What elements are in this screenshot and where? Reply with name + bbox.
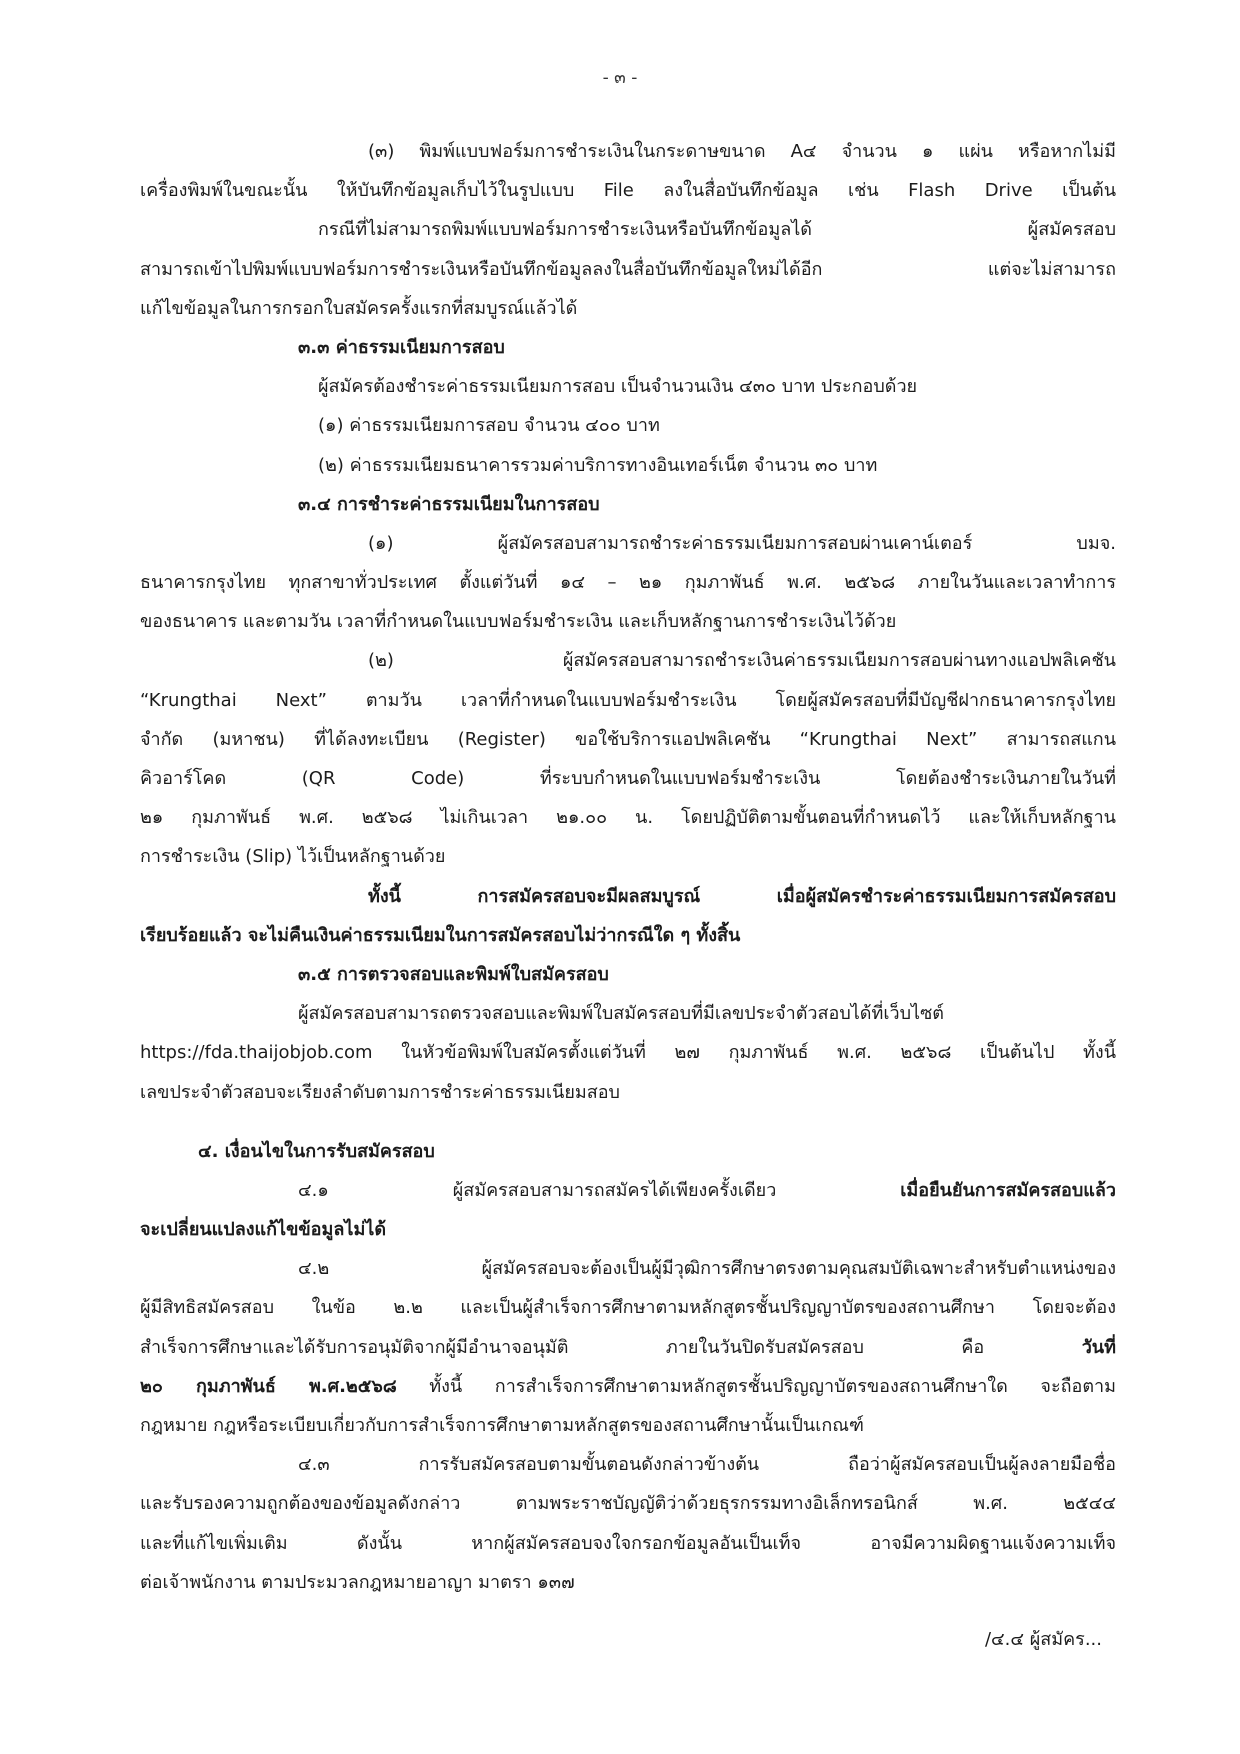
paragraph-line [140,1171,1116,1210]
paragraph-line [140,1367,1116,1406]
paragraph-line: ทั้งนี้ การสมัครสอบจะมีผลสมบูรณ์ เมื่อผู้สมัครชำระค่าธรรมเนียมการสมัครสอบ [368,885,1116,907]
paragraph-line: “Krungthai Next” ตามวัน เวลาที่กำหนดในแบบฟอร์มชำระเงิน โดยผู้สมัครสอบที่มีบัญชีฝากธนาคารกรุงไทย [140,689,1116,711]
paragraph-line: (๑) ผู้สมัครสอบสามารถชำระค่าธรรมเนียมการสอบผ่านเคาน์เตอร์ บมจ. [368,532,1116,554]
clause-emphasis: เมื่อยืนยันการสมัครสอบแล้ว [900,1179,1116,1201]
paragraph-line: ของธนาคาร และตามวัน เวลาที่กำหนดในแบบฟอร์มชำระเงิน และเก็บหลักฐานการชำระเงินไว้ด้วย [140,611,897,633]
section-heading: ๓.๓ ค่าธรรมเนียมการสอบ [298,336,505,358]
paragraph-line: ผู้มีสิทธิสมัครสอบ ในข้อ ๒.๒ และเป็นผู้สำเร็จการศึกษาตามหลักสูตรชั้นปริญญาบัตรของสถานศึกษา โดยจะต้อง [140,1297,1116,1319]
continuation-note: /๔.๔ ผู้สมัคร... [984,1629,1102,1650]
paragraph-line: แก้ไขข้อมูลในการกรอกใบสมัครครั้งแรกที่สมบูรณ์แล้วได้ [140,297,578,319]
paragraph-line: คิวอาร์โคด (QR Code) ที่ระบบกำหนดในแบบฟอร์มชำระเงิน โดยต้องชำระเงินภายในวันที่ [140,768,1116,789]
paragraph-line: เลขประจำตัวสอบจะเรียงลำดับตามการชำระค่าธรรมเนียมสอบ [140,1081,620,1103]
section-heading: ๔. เงื่อนไขในการรับสมัครสอบ [198,1140,435,1162]
paragraph-line [140,1328,1116,1367]
paragraph-line: ผู้สมัครสอบสามารถตรวจสอบและพิมพ์ใบสมัครสอบที่มีเลขประจำตัวสอบได้ที่เว็บไซต์ [298,1003,944,1025]
paragraph-line: ธนาคารกรุงไทย ทุกสาขาทั่วประเทศ ตั้งแต่วันที่ ๑๔ – ๒๑ กุมภาพันธ์ พ.ศ. ๒๕๖๘ ภายในวันและเวลาทำการ [140,572,1116,594]
paragraph-line: เรียบร้อยแล้ว จะไม่คืนเงินค่าธรรมเนียมในการสมัครสอบไม่ว่ากรณีใด ๆ ทั้งสิ้น [140,924,741,946]
paragraph-line: (๓) พิมพ์แบบฟอร์มการชำระเงินในกระดาษขนาด A๔ จำนวน ๑ แผ่น หรือหากไม่มี [368,141,1116,162]
paragraph-line: https://fda.thaijobjob.com ในหัวข้อพิมพ์ใบสมัครตั้งแต่วันที่ ๒๗ กุมภาพันธ์ พ.ศ. ๒๕๖๘ เป็นต้นไป ทั้งนี้ [140,1042,1116,1064]
paragraph-line: กฎหมาย กฎหรือระเบียบเกี่ยวกับการสำเร็จการศึกษาตามหลักสูตรของสถานศึกษานั้นเป็นเกณฑ์ [140,1415,864,1436]
deadline-date: ๒๐ กุมภาพันธ์ พ.ศ.๒๕๖๘ [140,1375,397,1397]
section-heading: ๓.๕ การตรวจสอบและพิมพ์ใบสมัครสอบ [298,963,609,985]
clause-text: ทั้งนี้ การสำเร็จการศึกษาตามหลักสูตรชั้นปริญญาบัตรของสถานศึกษาใด จะถือตาม [429,1375,1116,1397]
paragraph-line: จะเปลี่ยนแปลงแก้ไขข้อมูลไม่ได้ [140,1219,387,1241]
paragraph-line: ต่อเจ้าพนักงาน ตามประมวลกฎหมายอาญา มาตรา ๑๓๗ [140,1571,575,1593]
clause-text: ๔.๑ ผู้สมัครสอบสามารถสมัครได้เพียงครั้งเดียว [298,1179,777,1201]
document-body [140,132,1116,1602]
deadline-label: วันที่ [1081,1336,1116,1358]
paragraph-line: (๒) ผู้สมัครสอบสามารถชำระเงินค่าธรรมเนียมการสอบผ่านทางแอปพลิเคชัน [368,650,1116,672]
paragraph-line: กรณีที่ไม่สามารถพิมพ์แบบฟอร์มการชำระเงินหรือบันทึกข้อมูลได้ ผู้สมัครสอบ [318,219,1116,241]
page-number: - ๓ - [602,68,638,88]
paragraph-line: ๒๑ กุมภาพันธ์ พ.ศ. ๒๕๖๘ ไม่เกินเวลา ๒๑.๐๐ น. โดยปฏิบัติตามขั้นตอนที่กำหนดไว้ และให้เก็บหลักฐาน [140,807,1116,829]
paragraph-line: ผู้สมัครต้องชำระค่าธรรมเนียมการสอบ เป็นจำนวนเงิน ๔๓๐ บาท ประกอบด้วย [318,376,918,398]
list-item: (๑) ค่าธรรมเนียมการสอบ จำนวน ๔๐๐ บาท [318,415,660,437]
paragraph-line: ๔.๓ การรับสมัครสอบตามขั้นตอนดังกล่าวข้างต้น ถือว่าผู้สมัครสอบเป็นผู้ลงลายมือชื่อ [298,1454,1116,1476]
clause-text: สำเร็จการศึกษาและได้รับการอนุมัติจากผู้มีอำนาจอนุมัติ ภายในวันปิดรับสมัครสอบ คือ [140,1336,985,1358]
paragraph-line: จำกัด (มหาชน) ที่ได้ลงทะเบียน (Register) ขอใช้บริการแอปพลิเคชัน “Krungthai Next” สามารถสแกน [140,728,1116,750]
section-heading: ๓.๔ การชำระค่าธรรมเนียมในการสอบ [298,493,600,515]
paragraph-line: ๔.๒ ผู้สมัครสอบจะต้องเป็นผู้มีวุฒิการศึกษาตรงตามคุณสมบัติเฉพาะสำหรับตำแหน่งของ [298,1258,1116,1280]
list-item: (๒) ค่าธรรมเนียมธนาคารรวมค่าบริการทางอินเทอร์เน็ต จำนวน ๓๐ บาท [318,454,878,476]
paragraph-line: เครื่องพิมพ์ในขณะนั้น ให้บันทึกข้อมูลเก็บไว้ในรูปแบบ File ลงในสื่อบันทึกข้อมูล เช่น Flash Drive เป็นต้น [140,180,1116,202]
paragraph-line: การชำระเงิน (Slip) ไว้เป็นหลักฐานด้วย [140,846,446,868]
paragraph-line: สามารถเข้าไปพิมพ์แบบฟอร์มการชำระเงินหรือบันทึกข้อมูลลงในสื่อบันทึกข้อมูลใหม่ได้อีก แต่จะไม่สามารถ [140,258,1116,280]
paragraph-line: และรับรองความถูกต้องของข้อมูลดังกล่าว ตามพระราชบัญญัติว่าด้วยธุรกรรมทางอิเล็กทรอนิกส์ พ.ศ. ๒๕๔๔ [140,1493,1116,1515]
paragraph-line: และที่แก้ไขเพิ่มเติม ดังนั้น หากผู้สมัครสอบจงใจกรอกข้อมูลอันเป็นเท็จ อาจมีความผิดฐานแจ้งความเท็จ [140,1532,1116,1554]
